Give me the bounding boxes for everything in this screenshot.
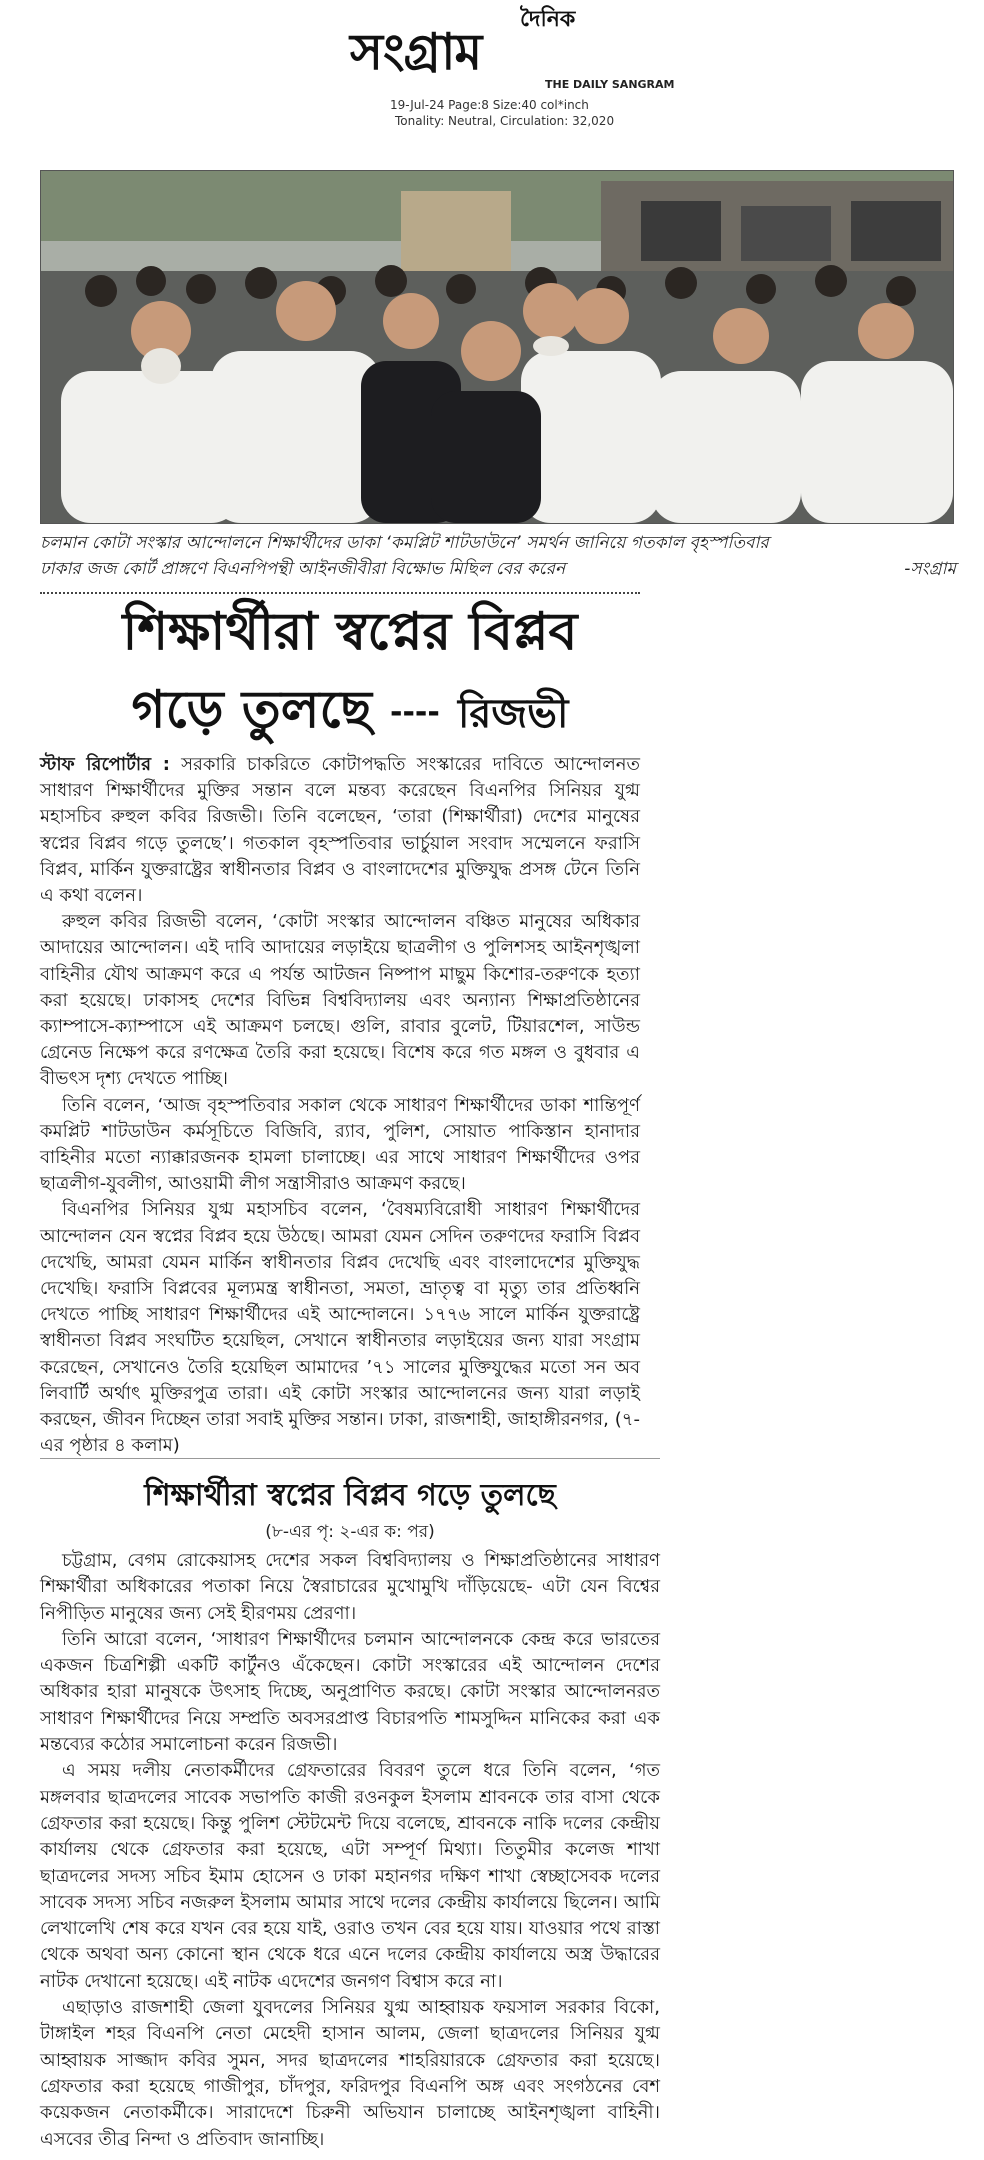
clipping-meta-line1: 19-Jul-24 Page:8 Size:40 col*inch bbox=[390, 98, 589, 112]
headline-dashes: ---- bbox=[390, 695, 440, 730]
continuation-jump-from: (৮-এর পৃ: ২-এর ক: পর) bbox=[265, 1522, 435, 1542]
dotted-divider bbox=[40, 592, 640, 594]
masthead-logo: সংগ্রাম bbox=[350, 23, 482, 81]
headline-attribution: রিজভী bbox=[457, 691, 569, 737]
article-paragraph: রুহুল কবির রিজভী বলেন, ‘কোটা সংস্কার আন্দোলন বঞ্চিত মানুষের অধিকার আদায়ের আন্দোলন। এই দাবি আদায়ের লড়াইয়ে ছাত্রলীগ ও পুলিশসহ আইনশৃঙ্খলা বাহিনীর যৌথ আক্রমণ করে এ পর্যন্ত আটজন নিষ্পাপ মাছুম কিশোর-তরুণকে হত্যা করা হয়েছে। ঢাকাসহ দেশের বিভিন্ন বিশ্ববিদ্যালয় এবং অন্যান্য শিক্ষাপ্রতিষ্ঠানের ক্যাম্পাসে-ক্যাম্পাসে এই আক্রমণ চলছে। গুলি, রাবার বুলেট, টিয়ারশেল, সাউন্ড গ্রেনেড নিক্ষেপ করে রণক্ষেত্র তৈরি করা হয়েছে। বিশেষ করে গত মঙ্গল ও বুধবার এ বীভৎস দৃশ্য দেখতে পাচ্ছি। bbox=[40, 911, 640, 1090]
clipping-meta-line2: Tonality: Neutral, Circulation: 32,020 bbox=[395, 114, 615, 128]
article-jump-reference: (৭-এর পৃষ্ঠার ৪ কলাম) bbox=[40, 1409, 640, 1457]
caption-line-2: ঢাকার জজ কোর্ট প্রাঙ্গণে বিএনপিপন্থী আইনজীবীরা বিক্ষোভ মিছিল বের করেন bbox=[40, 559, 566, 579]
article-byline: স্টাফ রিপোর্টার : bbox=[40, 754, 170, 775]
article-paragraph bbox=[40, 1197, 640, 1459]
section-divider bbox=[40, 1458, 660, 1459]
continuation-paragraph: চট্টগ্রাম, বেগম রোকেয়াসহ দেশের সকল বিশ্ববিদ্যালয় ও শিক্ষাপ্রতিষ্ঠানের সাধারণ শিক্ষার্থীরা অধিকারের পতাকা নিয়ে স্বৈরাচারের মুখোমুখি দাঁড়িয়েছে- এটা যেন বিশ্বের নিপীড়িত মানুষের জন্য সেই হীরণময় প্রেরণা। bbox=[40, 1550, 660, 1624]
photo-caption bbox=[40, 530, 960, 582]
article-paragraph bbox=[40, 752, 640, 909]
article-paragraph-text: বিএনপির সিনিয়র যুগ্ম মহাসচিব বলেন, ‘বৈষম্যবিরোধী সাধারণ শিক্ষার্থীদের আন্দোলন যেন স্বপ্নের বিপ্লব হয়ে উঠছে। আমরা যেমন সেদিন তরুণদের ফরাসি বিপ্লব দেখেছি, আমরা যেমন মার্কিন স্বাধীনতার বিপ্লব দেখেছি এবং বাংলাদেশের মুক্তিযুদ্ধ দেখেছি। ফরাসি বিপ্লবের মূল্যমন্ত্র স্বাধীনতা, সমতা, ভ্রাতৃত্ব বা মৃত্যু তার প্রতিধ্বনি দেখতে পাচ্ছি সাধারণ শিক্ষার্থীদের এই আন্দোলনে। ১৭৭৬ সালে মার্কিন যুক্তরাষ্ট্রে স্বাধীনতা বিপ্লব সংঘটিত হয়েছিল, সেখানে স্বাধীনতার লড়াইয়ের জন্য যারা সংগ্রাম করেছেন, সেখানেও তৈরি হয়েছিল আমাদের ’৭১ সালের মুক্তিযুদ্ধের মতো সন অব লিবার্টি অর্থাৎ মুক্তিরপুত্র তারা। এই কোটা সংস্কার আন্দোলনের জন্য যারা লড়াই করছেন, জীবন দিচ্ছেন তারা সবাই মুক্তির সন্তান। ঢাকা, রাজশাহী, জাহাঙ্গীরনগর, bbox=[40, 1199, 640, 1431]
article-paragraph-text: সরকারি চাকরিতে কোটাপদ্ধতি সংস্কারের দাবিতে আন্দোলনত সাধারণ শিক্ষার্থীদের মুক্তির সন্তান বলে মন্তব্য করেছেন বিএনপির সিনিয়র যুগ্ম মহাসচিব রুহুল কবির রিজভী। তিনি বলেছেন, ‘তারা (শিক্ষার্থীরা) দেশের মানুষের স্বপ্নের বিপ্লব গড়ে তুলছে’। গতকাল বৃহস্পতিবার ভার্চুয়াল সংবাদ সম্মেলনে ফরাসি বিপ্লব, মার্কিন যুক্তরাষ্ট্রের স্বাধীনতার বিপ্লব ও বাংলাদেশের মুক্তিযুদ্ধ প্রসঙ্গ টেনে তিনি এ কথা বলেন। bbox=[40, 754, 640, 907]
headline-line-2-text: গড়ে তুলছে bbox=[131, 680, 372, 740]
article-body bbox=[40, 752, 640, 1459]
article-paragraph: তিনি বলেন, ‘আজ বৃহস্পতিবার সকাল থেকে সাধারণ শিক্ষার্থীদের ডাকা শান্তিপূর্ণ কমপ্লিট শাটডাউন কর্মসূচিতে বিজিবি, র‌্যাব, পুলিশ, সোয়াত পাকিস্তান হানাদার বাহিনীর মতো ন্যাক্কারজনক হামলা চালাচ্ছে। এর সাথে সাধারণ শিক্ষার্থীদের ওপর ছাত্রলীগ-যুবলীগ, আওয়ামী লীগ সন্ত্রাসীরাও আক্রমণ করছে। bbox=[40, 1094, 640, 1195]
masthead-title-small: দৈনিক bbox=[520, 7, 576, 32]
headline-line-2 bbox=[40, 678, 660, 746]
continuation-paragraph: এছাড়াও রাজশাহী জেলা যুবদলের সিনিয়র যুগ্ম আহ্বায়ক ফয়সাল সরকার বিকো, টাঙ্গাইল শহর বিএনপি নেতা মেহেদী হাসান আলম, জেলা ছাত্রদলের সিনিয়র যুগ্ম আহ্বায়ক সাজ্জাদ কবির সুমন, সদর ছাত্রদলের শাহরিয়ারকে গ্রেফতার করা হয়েছে। গ্রেফতার করা হয়েছে গাজীপুর, চাঁদপুর, ফরিদপুর বিএনপি অঙ্গ এবং সংগঠনের বেশ কয়েকজন নেতাকর্মীকে। সারাদেশে চিরুনী অভিযান চালাচ্ছে আইনশৃঙ্খলা বাহিনী। এসবের তীব্র নিন্দা ও প্রতিবাদ জানাচ্ছি। bbox=[40, 1997, 660, 2150]
headline-line-1: শিক্ষার্থীরা স্বপ্নের বিপ্লব bbox=[122, 602, 578, 662]
continuation-paragraph: এ সময় দলীয় নেতাকর্মীদের গ্রেফতারের বিবরণ তুলে ধরে তিনি বলেন, ‘গত মঙ্গলবার ছাত্রদলের সাবেক সভাপতি কাজী রওনকুল ইসলাম শ্রাবনকে তার বাসা থেকে গ্রেফতার করা হয়েছে। কিন্তু পুলিশ স্টেটমেন্ট দিয়ে বলেছে, শ্রাবনকে নাকি দলের কেন্দ্রীয় কার্যালয় থেকে গ্রেফতার করা হয়েছে, এটা সম্পূর্ণ মিথ্যা। তিতুমীর কলেজ শাখা ছাত্রদলের সদস্য সচিব ইমাম হোসেন ও ঢাকা মহানগর দক্ষিণ শাখা স্বেচ্ছাসেবক দলের সাবেক সদস্য সচিব নজরুল ইসলাম আমার সাথে দলের কেন্দ্রীয় কার্যালয়ে ছিলেন। আমি লেখালেখি শেষ করে যখন বের হয়ে যাই, ওরাও তখন বের হয়ে যায়। যাওয়ার পথে রাস্তা থেকে অথবা অন্য কোনো স্থান থেকে ধরে এনে দলের কেন্দ্রীয় কার্যালয়ে অস্ত্র উদ্ধারের নাটক দেখানো হয়েছে। এই নাটক এদেশের জনগণ বিশ্বাস করে না। bbox=[40, 1760, 660, 1992]
photo-illustration bbox=[41, 171, 953, 523]
continuation-paragraph: তিনি আরো বলেন, ‘সাধারণ শিক্ষার্থীদের চলমান আন্দোলনকে কেন্দ্র করে ভারতের একজন চিত্রশিল্পী একটি কার্টুনও এঁকেছেন। কোটা সংস্কারের এই আন্দোলন দেশের অধিকার হারা মানুষকে উৎসাহ দিচ্ছে, অনুপ্রাণিত করছে। কোটা সংস্কার আন্দোলনরত সাধারণ শিক্ষার্থীদের নিয়ে সম্প্রতি অবসরপ্রাপ্ত বিচারপতি শামসুদ্দিন মানিকের করা এক মন্তব্যের কঠোর সমালোচনা করেন রিজভী। bbox=[40, 1628, 660, 1756]
continuation-heading: শিক্ষার্থীরা স্বপ্নের বিপ্লব গড়ে তুলছে bbox=[144, 1478, 556, 1513]
protest-march-photo bbox=[40, 170, 954, 524]
photo-credit: -সংগ্রাম bbox=[904, 559, 956, 579]
masthead-subtitle: THE DAILY SANGRAM bbox=[545, 78, 675, 91]
caption-line-1: চলমান কোটা সংস্কার আন্দোলনে শিক্ষার্থীদের ডাকা ‘কমপ্লিট শাটডাউনে’ সমর্থন জানিয়ে গতকাল বৃহস্পতিবার bbox=[40, 533, 769, 553]
masthead bbox=[0, 0, 984, 150]
continuation-body bbox=[40, 1548, 660, 2153]
